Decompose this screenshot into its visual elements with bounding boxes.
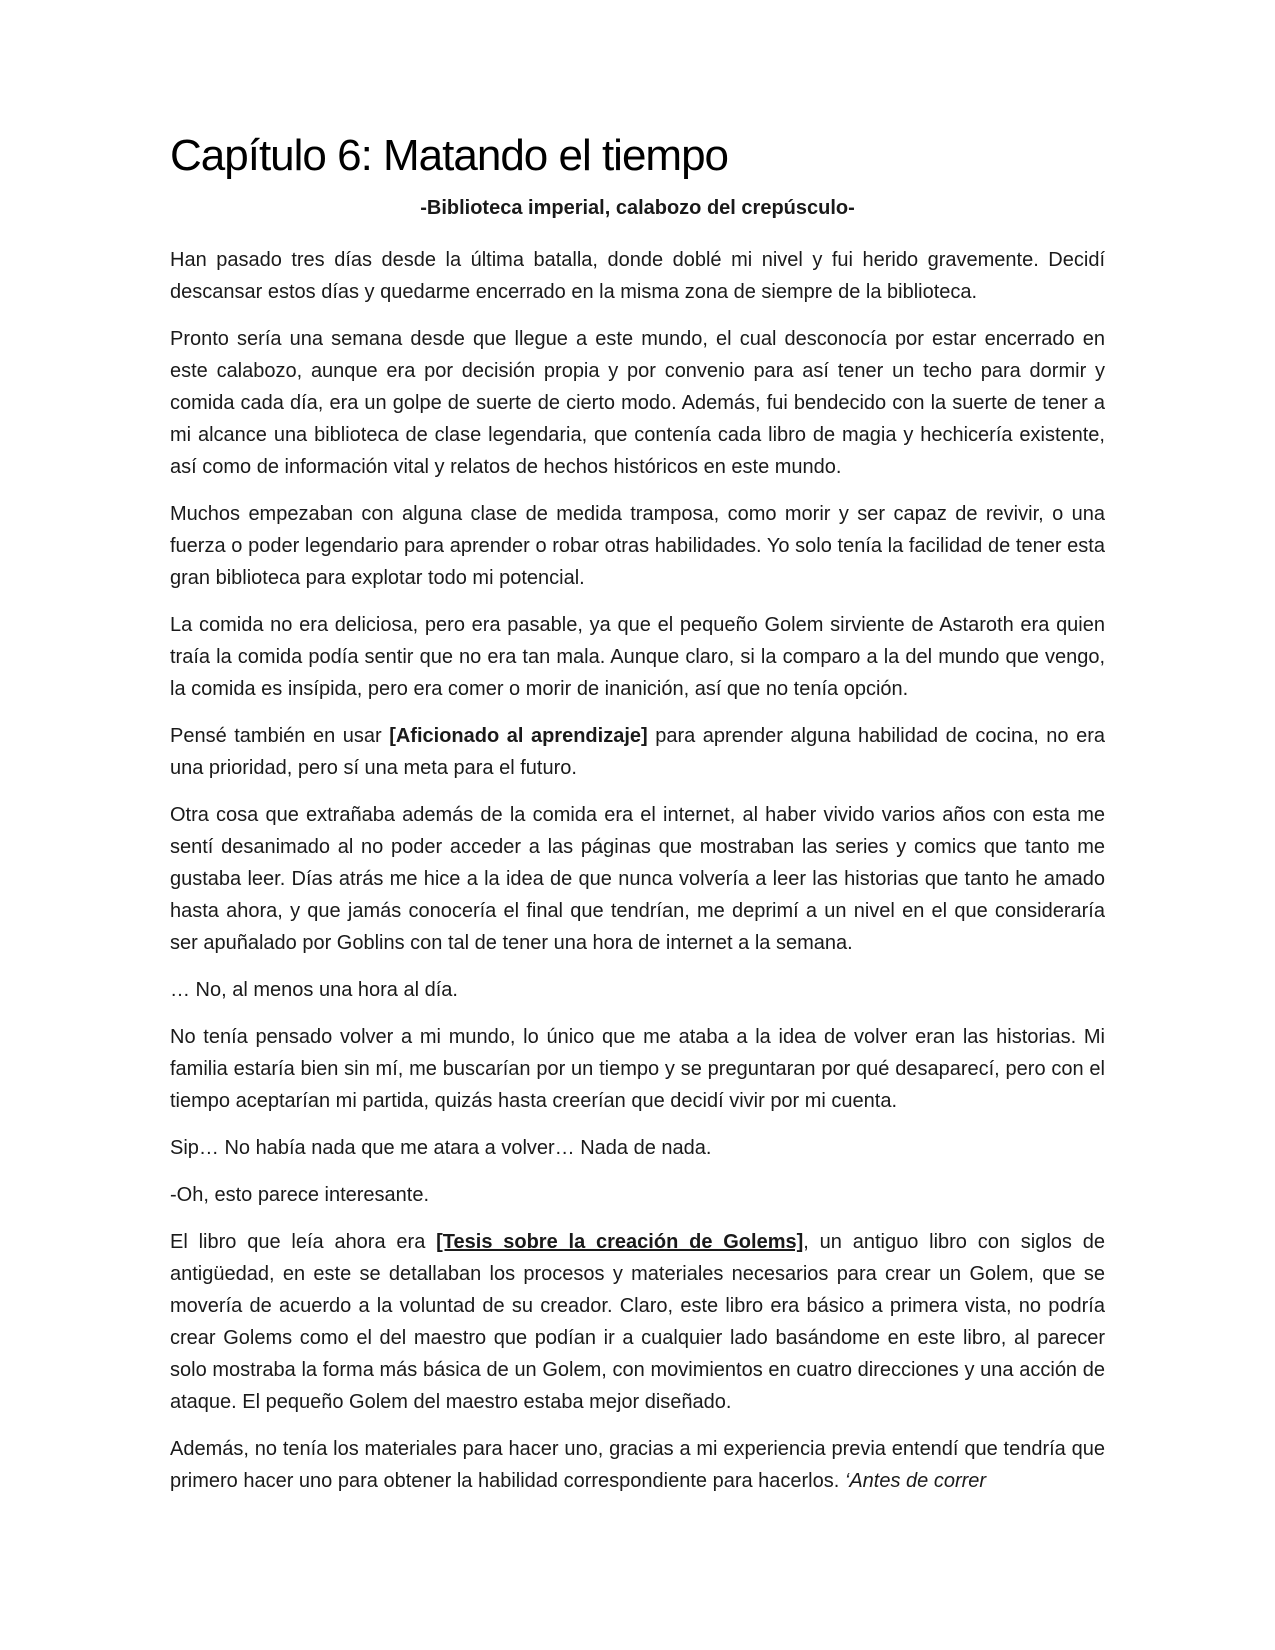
text-segment: -Oh, esto parece interesante.: [170, 1184, 430, 1206]
text-segment: Otra cosa que extrañaba además de la comida era el internet, al haber vivido varios años con esta me sentí desanimado al no poder acceder a las páginas que mostraban las series y comics que tanto me gustaba leer. Días atrás me hice a la idea de que nunca volvería a leer las historias que tanto he amado hasta ahora, y que jamás conocería el final que tendrían, me deprimí a un nivel en el que consideraría ser apuñalado por Goblins con tal de tener una hora de internet a la semana.: [170, 804, 1105, 954]
text-segment: , un antiguo libro con siglos de antigüedad, en este se detallaban los procesos y materiales necesarios para crear un Golem, que se movería de acuerdo a la voluntad de su creador. Claro, este libro era básico a primera vista, no podría crear Golems como el del maestro que podían ir a cualquier lado basándome en este libro, al parecer solo mostraba la forma más básica de un Golem, con movimientos en cuatro direcciones y una acción de ataque. El pequeño Golem del maestro estaba mejor diseñado.: [170, 1231, 1105, 1413]
paragraph: [170, 1021, 1105, 1117]
paragraph: [170, 1132, 1105, 1164]
paragraph: [170, 498, 1105, 594]
text-segment: El libro que leía ahora era: [170, 1231, 437, 1253]
bold-text-segment: [Aficionado al aprendizaje]: [389, 725, 648, 747]
paragraph: [170, 720, 1105, 784]
text-segment: para aprender alguna habilidad de cocina, no era una prioridad, pero sí una meta para el futuro.: [170, 725, 1106, 779]
paragraph: [170, 799, 1105, 959]
text-segment: La comida no era deliciosa, pero era pasable, ya que el pequeño Golem sirviente de Astaroth era quien traía la comida podía sentir que no era tan mala. Aunque claro, si la comparo a la del mundo que vengo, la comida es insípida, pero era comer o morir de inanición, así que no tenía opción.: [170, 614, 1105, 700]
text-segment: No tenía pensado volver a mi mundo, lo único que me ataba a la idea de volver eran las historias. Mi familia estaría bien sin mí, me buscarían por un tiempo y se preguntaran por qué desaparecí, pero con el tiempo aceptarían mi partida, quizás hasta creerían que decidí vivir por mi cuenta.: [170, 1026, 1105, 1112]
paragraph: [170, 1226, 1105, 1418]
bold-underline-text-segment: [Tesis sobre la creación de Golems]: [436, 1231, 804, 1253]
italic-text-segment: ‘Antes de correr: [844, 1470, 987, 1492]
text-segment: … No, al menos una hora al día.: [170, 979, 458, 1001]
text-segment: Muchos empezaban con alguna clase de medida tramposa, como morir y ser capaz de revivir, o una fuerza o poder legendario para aprender o robar otras habilidades. Yo solo tenía la facilidad de tener esta gran biblioteca para explotar todo mi potencial.: [170, 503, 1105, 589]
paragraph: [170, 1433, 1105, 1497]
paragraph: [170, 609, 1105, 705]
text-segment: Han pasado tres días desde la última batalla, donde doblé mi nivel y fui herido gravemente. Decidí descansar estos días y quedarme encerrado en la misma zona de siempre de la biblioteca.: [170, 249, 1105, 303]
chapter-title: Capítulo 6: Matando el tiempo: [170, 131, 729, 180]
location-subtitle: -Biblioteca imperial, calabozo del crepúsculo-: [420, 197, 855, 219]
paragraph: [170, 323, 1105, 483]
text-segment: Pronto sería una semana desde que llegue a este mundo, el cual desconocía por estar encerrado en este calabozo, aunque era por decisión propia y por convenio para así tener un techo para dormir y comida cada día, era un golpe de suerte de cierto modo. Además, fui bendecido con la suerte de tener a mi alcance una biblioteca de clase legendaria, que contenía cada libro de magia y hechicería existente, así como de información vital y relatos de hechos históricos en este mundo.: [170, 328, 1105, 478]
paragraphs-container: [170, 244, 1105, 1497]
text-segment: Pensé también en usar: [170, 725, 390, 747]
text-segment: Además, no tenía los materiales para hacer uno, gracias a mi experiencia previa entendí que tendría que primero hacer uno para obtener la habilidad correspondiente para hacerlos.: [170, 1438, 1105, 1492]
paragraph: [170, 1179, 1105, 1211]
paragraph: [170, 244, 1105, 308]
text-segment: Sip… No había nada que me atara a volver… Nada de nada.: [170, 1137, 712, 1159]
paragraph: [170, 974, 1105, 1006]
